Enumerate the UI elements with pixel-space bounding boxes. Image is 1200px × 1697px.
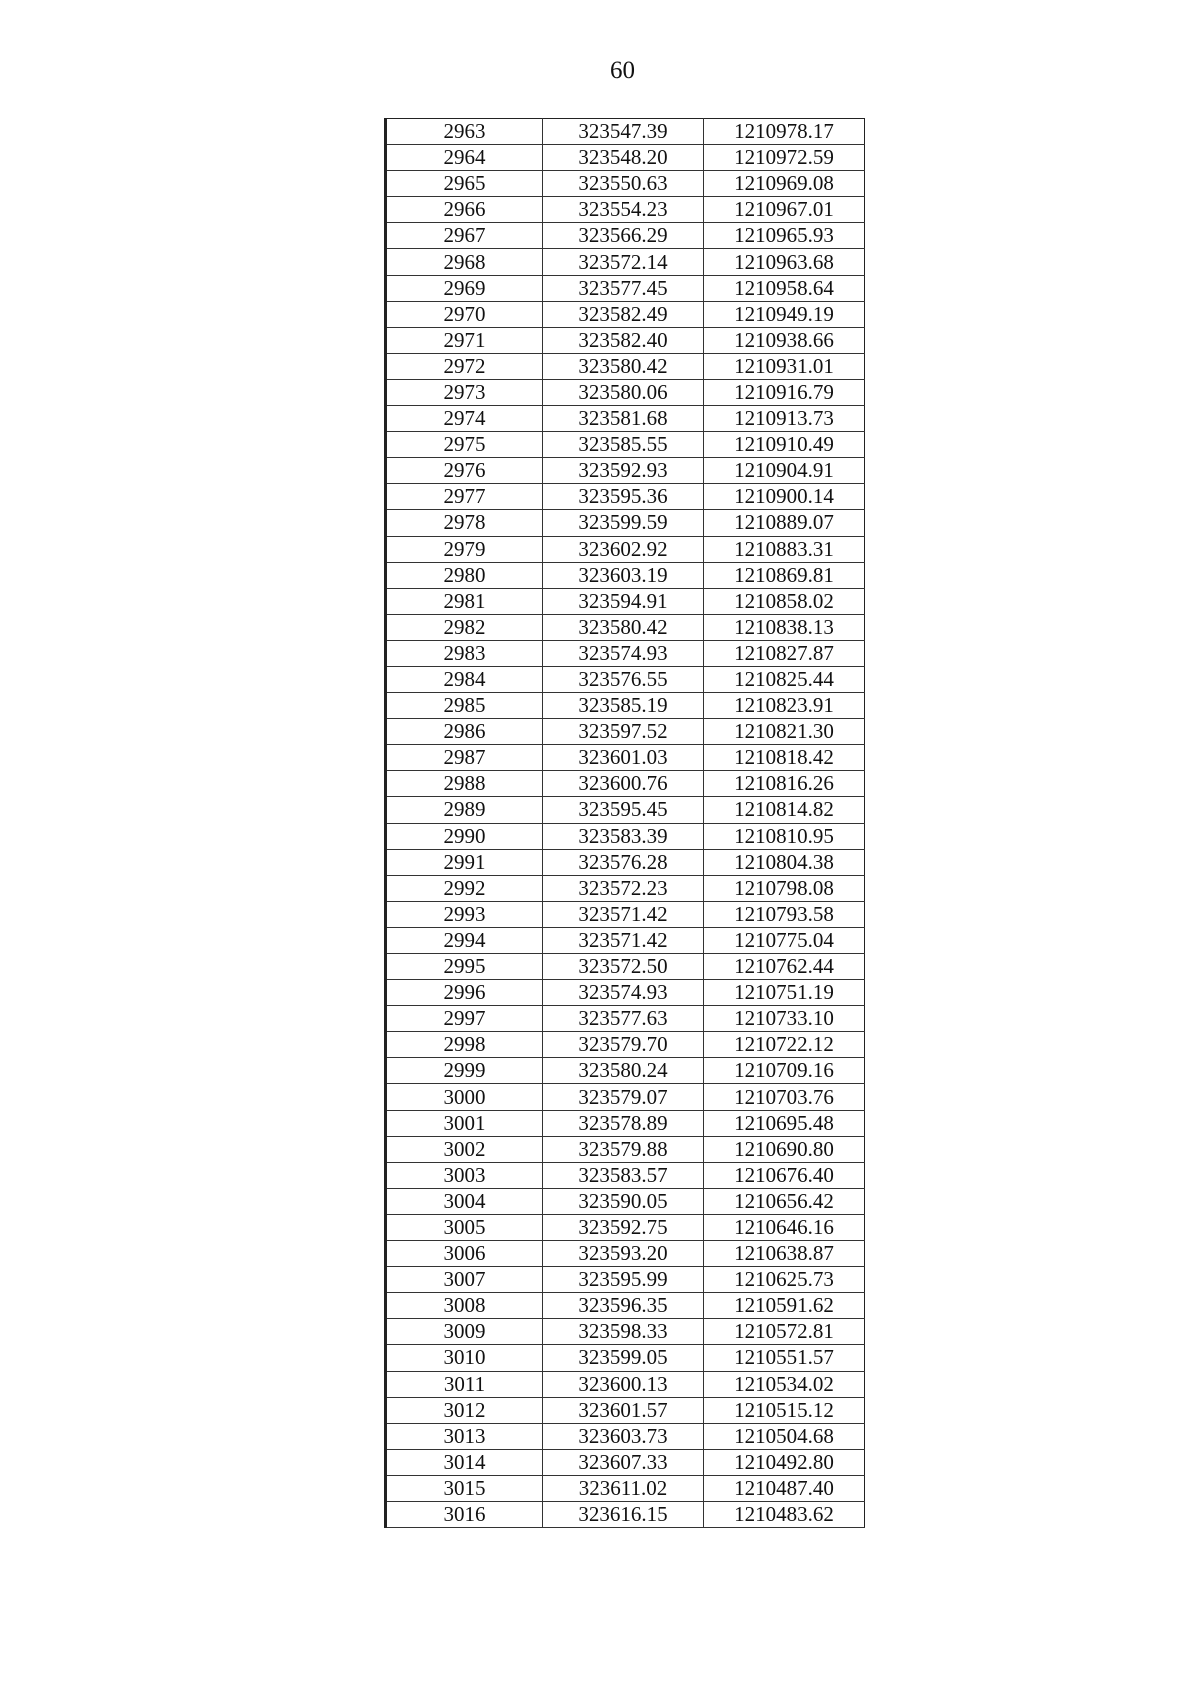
x-coordinate-cell: 323571.42 [543, 927, 704, 953]
table-row [386, 1449, 865, 1475]
x-coordinate-cell: 323590.05 [543, 1188, 704, 1214]
table-row [386, 353, 865, 379]
point-number-cell: 3001 [386, 1110, 543, 1136]
point-number-cell: 3011 [386, 1371, 543, 1397]
x-coordinate-cell: 323566.29 [543, 223, 704, 249]
x-coordinate-cell: 323547.39 [543, 119, 704, 145]
table-row [386, 1136, 865, 1162]
y-coordinate-cell: 1210483.62 [704, 1501, 865, 1527]
x-coordinate-cell: 323576.28 [543, 849, 704, 875]
point-number-cell: 2997 [386, 1006, 543, 1032]
table-row [386, 666, 865, 692]
table-row [386, 693, 865, 719]
y-coordinate-cell: 1210810.95 [704, 823, 865, 849]
x-coordinate-cell: 323595.36 [543, 484, 704, 510]
x-coordinate-cell: 323595.45 [543, 797, 704, 823]
y-coordinate-cell: 1210793.58 [704, 901, 865, 927]
table-row [386, 1241, 865, 1267]
y-coordinate-cell: 1210825.44 [704, 666, 865, 692]
y-coordinate-cell: 1210487.40 [704, 1475, 865, 1501]
x-coordinate-cell: 323579.07 [543, 1084, 704, 1110]
y-coordinate-cell: 1210625.73 [704, 1267, 865, 1293]
point-number-cell: 2969 [386, 275, 543, 301]
table-row [386, 954, 865, 980]
table-row [386, 249, 865, 275]
y-coordinate-cell: 1210900.14 [704, 484, 865, 510]
table-row [386, 1345, 865, 1371]
point-number-cell: 2983 [386, 640, 543, 666]
point-number-cell: 3008 [386, 1293, 543, 1319]
point-number-cell: 3013 [386, 1423, 543, 1449]
point-number-cell: 3007 [386, 1267, 543, 1293]
x-coordinate-cell: 323583.57 [543, 1162, 704, 1188]
x-coordinate-cell: 323577.63 [543, 1006, 704, 1032]
x-coordinate-cell: 323585.19 [543, 693, 704, 719]
point-number-cell: 2967 [386, 223, 543, 249]
x-coordinate-cell: 323601.03 [543, 745, 704, 771]
x-coordinate-cell: 323603.73 [543, 1423, 704, 1449]
x-coordinate-cell: 323579.88 [543, 1136, 704, 1162]
point-number-cell: 2991 [386, 849, 543, 875]
point-number-cell: 3009 [386, 1319, 543, 1345]
table-row [386, 797, 865, 823]
point-number-cell: 2996 [386, 980, 543, 1006]
point-number-cell: 2988 [386, 771, 543, 797]
table-row [386, 1006, 865, 1032]
y-coordinate-cell: 1210883.31 [704, 536, 865, 562]
point-number-cell: 3012 [386, 1397, 543, 1423]
table-row [386, 1397, 865, 1423]
y-coordinate-cell: 1210572.81 [704, 1319, 865, 1345]
table-row [386, 640, 865, 666]
point-number-cell: 2971 [386, 327, 543, 353]
y-coordinate-cell: 1210551.57 [704, 1345, 865, 1371]
x-coordinate-cell: 323578.89 [543, 1110, 704, 1136]
y-coordinate-cell: 1210656.42 [704, 1188, 865, 1214]
x-coordinate-cell: 323603.19 [543, 562, 704, 588]
x-coordinate-cell: 323602.92 [543, 536, 704, 562]
table-row [386, 980, 865, 1006]
y-coordinate-cell: 1210827.87 [704, 640, 865, 666]
x-coordinate-cell: 323574.93 [543, 980, 704, 1006]
x-coordinate-cell: 323597.52 [543, 719, 704, 745]
table-row [386, 171, 865, 197]
point-number-cell: 2987 [386, 745, 543, 771]
table-row [386, 484, 865, 510]
point-number-cell: 2986 [386, 719, 543, 745]
point-number-cell: 2980 [386, 562, 543, 588]
y-coordinate-cell: 1210931.01 [704, 353, 865, 379]
x-coordinate-cell: 323576.55 [543, 666, 704, 692]
table-row [386, 432, 865, 458]
x-coordinate-cell: 323583.39 [543, 823, 704, 849]
table-row [386, 1162, 865, 1188]
y-coordinate-cell: 1210504.68 [704, 1423, 865, 1449]
x-coordinate-cell: 323581.68 [543, 406, 704, 432]
y-coordinate-cell: 1210646.16 [704, 1214, 865, 1240]
point-number-cell: 3016 [386, 1501, 543, 1527]
point-number-cell: 2979 [386, 536, 543, 562]
y-coordinate-cell: 1210838.13 [704, 614, 865, 640]
y-coordinate-cell: 1210967.01 [704, 197, 865, 223]
x-coordinate-cell: 323601.57 [543, 1397, 704, 1423]
table-row [386, 562, 865, 588]
table-row [386, 1058, 865, 1084]
point-number-cell: 2975 [386, 432, 543, 458]
table-row [386, 145, 865, 171]
point-number-cell: 3004 [386, 1188, 543, 1214]
table-row [386, 1371, 865, 1397]
x-coordinate-cell: 323611.02 [543, 1475, 704, 1501]
y-coordinate-cell: 1210638.87 [704, 1241, 865, 1267]
y-coordinate-cell: 1210492.80 [704, 1449, 865, 1475]
y-coordinate-cell: 1210965.93 [704, 223, 865, 249]
point-number-cell: 2993 [386, 901, 543, 927]
y-coordinate-cell: 1210733.10 [704, 1006, 865, 1032]
table-row [386, 614, 865, 640]
point-number-cell: 3010 [386, 1345, 543, 1371]
y-coordinate-cell: 1210591.62 [704, 1293, 865, 1319]
y-coordinate-cell: 1210949.19 [704, 301, 865, 327]
table-row [386, 406, 865, 432]
y-coordinate-cell: 1210818.42 [704, 745, 865, 771]
y-coordinate-cell: 1210913.73 [704, 406, 865, 432]
point-number-cell: 2978 [386, 510, 543, 536]
y-coordinate-cell: 1210938.66 [704, 327, 865, 353]
point-number-cell: 2976 [386, 458, 543, 484]
x-coordinate-cell: 323580.42 [543, 353, 704, 379]
point-number-cell: 2999 [386, 1058, 543, 1084]
x-coordinate-cell: 323598.33 [543, 1319, 704, 1345]
point-number-cell: 2990 [386, 823, 543, 849]
point-number-cell: 3005 [386, 1214, 543, 1240]
y-coordinate-cell: 1210972.59 [704, 145, 865, 171]
point-number-cell: 2982 [386, 614, 543, 640]
point-number-cell: 2966 [386, 197, 543, 223]
table-row [386, 301, 865, 327]
table-row [386, 536, 865, 562]
table-row [386, 119, 865, 145]
table-row [386, 1084, 865, 1110]
point-number-cell: 3015 [386, 1475, 543, 1501]
y-coordinate-cell: 1210910.49 [704, 432, 865, 458]
table-row [386, 1475, 865, 1501]
table-row [386, 510, 865, 536]
point-number-cell: 2974 [386, 406, 543, 432]
page-number: 60 [610, 57, 635, 84]
x-coordinate-cell: 323571.42 [543, 901, 704, 927]
y-coordinate-cell: 1210534.02 [704, 1371, 865, 1397]
x-coordinate-cell: 323579.70 [543, 1032, 704, 1058]
point-number-cell: 3002 [386, 1136, 543, 1162]
x-coordinate-cell: 323595.99 [543, 1267, 704, 1293]
x-coordinate-cell: 323574.93 [543, 640, 704, 666]
point-number-cell: 3000 [386, 1084, 543, 1110]
x-coordinate-cell: 323580.06 [543, 379, 704, 405]
x-coordinate-cell: 323616.15 [543, 1501, 704, 1527]
x-coordinate-cell: 323600.13 [543, 1371, 704, 1397]
y-coordinate-cell: 1210821.30 [704, 719, 865, 745]
table-row [386, 275, 865, 301]
point-number-cell: 2968 [386, 249, 543, 275]
point-number-cell: 3006 [386, 1241, 543, 1267]
point-number-cell: 2965 [386, 171, 543, 197]
x-coordinate-cell: 323593.20 [543, 1241, 704, 1267]
table-row [386, 379, 865, 405]
x-coordinate-cell: 323585.55 [543, 432, 704, 458]
point-number-cell: 2977 [386, 484, 543, 510]
coordinate-table [384, 118, 865, 1528]
y-coordinate-cell: 1210690.80 [704, 1136, 865, 1162]
y-coordinate-cell: 1210676.40 [704, 1162, 865, 1188]
table-row [386, 771, 865, 797]
x-coordinate-cell: 323599.05 [543, 1345, 704, 1371]
point-number-cell: 2995 [386, 954, 543, 980]
point-number-cell: 2963 [386, 119, 543, 145]
table-row [386, 197, 865, 223]
x-coordinate-cell: 323577.45 [543, 275, 704, 301]
table-row [386, 1214, 865, 1240]
table-row [386, 745, 865, 771]
x-coordinate-cell: 323596.35 [543, 1293, 704, 1319]
table-row [386, 901, 865, 927]
y-coordinate-cell: 1210709.16 [704, 1058, 865, 1084]
y-coordinate-cell: 1210978.17 [704, 119, 865, 145]
coordinate-table-body [386, 119, 865, 1528]
point-number-cell: 2973 [386, 379, 543, 405]
y-coordinate-cell: 1210515.12 [704, 1397, 865, 1423]
x-coordinate-cell: 323594.91 [543, 588, 704, 614]
x-coordinate-cell: 323607.33 [543, 1449, 704, 1475]
table-row [386, 1188, 865, 1214]
y-coordinate-cell: 1210963.68 [704, 249, 865, 275]
table-row [386, 223, 865, 249]
table-row [386, 1423, 865, 1449]
x-coordinate-cell: 323572.23 [543, 875, 704, 901]
table-row [386, 588, 865, 614]
table-row [386, 849, 865, 875]
point-number-cell: 2992 [386, 875, 543, 901]
table-row [386, 927, 865, 953]
x-coordinate-cell: 323592.75 [543, 1214, 704, 1240]
point-number-cell: 2984 [386, 666, 543, 692]
y-coordinate-cell: 1210814.82 [704, 797, 865, 823]
table-row [386, 1267, 865, 1293]
x-coordinate-cell: 323580.24 [543, 1058, 704, 1084]
y-coordinate-cell: 1210916.79 [704, 379, 865, 405]
point-number-cell: 3014 [386, 1449, 543, 1475]
table-row [386, 1501, 865, 1527]
x-coordinate-cell: 323600.76 [543, 771, 704, 797]
table-row [386, 1319, 865, 1345]
y-coordinate-cell: 1210904.91 [704, 458, 865, 484]
y-coordinate-cell: 1210751.19 [704, 980, 865, 1006]
table-row [386, 327, 865, 353]
y-coordinate-cell: 1210889.07 [704, 510, 865, 536]
y-coordinate-cell: 1210775.04 [704, 927, 865, 953]
x-coordinate-cell: 323582.49 [543, 301, 704, 327]
y-coordinate-cell: 1210703.76 [704, 1084, 865, 1110]
table-row [386, 458, 865, 484]
x-coordinate-cell: 323554.23 [543, 197, 704, 223]
table-row [386, 1110, 865, 1136]
table-row [386, 875, 865, 901]
x-coordinate-cell: 323572.14 [543, 249, 704, 275]
y-coordinate-cell: 1210804.38 [704, 849, 865, 875]
point-number-cell: 2970 [386, 301, 543, 327]
x-coordinate-cell: 323572.50 [543, 954, 704, 980]
point-number-cell: 2981 [386, 588, 543, 614]
y-coordinate-cell: 1210695.48 [704, 1110, 865, 1136]
table-row [386, 1032, 865, 1058]
y-coordinate-cell: 1210722.12 [704, 1032, 865, 1058]
y-coordinate-cell: 1210816.26 [704, 771, 865, 797]
x-coordinate-cell: 323582.40 [543, 327, 704, 353]
point-number-cell: 2994 [386, 927, 543, 953]
y-coordinate-cell: 1210969.08 [704, 171, 865, 197]
x-coordinate-cell: 323592.93 [543, 458, 704, 484]
point-number-cell: 2998 [386, 1032, 543, 1058]
y-coordinate-cell: 1210762.44 [704, 954, 865, 980]
table-row [386, 719, 865, 745]
y-coordinate-cell: 1210869.81 [704, 562, 865, 588]
x-coordinate-cell: 323599.59 [543, 510, 704, 536]
x-coordinate-cell: 323550.63 [543, 171, 704, 197]
table-row [386, 823, 865, 849]
point-number-cell: 2985 [386, 693, 543, 719]
y-coordinate-cell: 1210823.91 [704, 693, 865, 719]
y-coordinate-cell: 1210798.08 [704, 875, 865, 901]
y-coordinate-cell: 1210858.02 [704, 588, 865, 614]
table-row [386, 1293, 865, 1319]
y-coordinate-cell: 1210958.64 [704, 275, 865, 301]
x-coordinate-cell: 323548.20 [543, 145, 704, 171]
x-coordinate-cell: 323580.42 [543, 614, 704, 640]
point-number-cell: 2989 [386, 797, 543, 823]
point-number-cell: 2964 [386, 145, 543, 171]
point-number-cell: 2972 [386, 353, 543, 379]
point-number-cell: 3003 [386, 1162, 543, 1188]
